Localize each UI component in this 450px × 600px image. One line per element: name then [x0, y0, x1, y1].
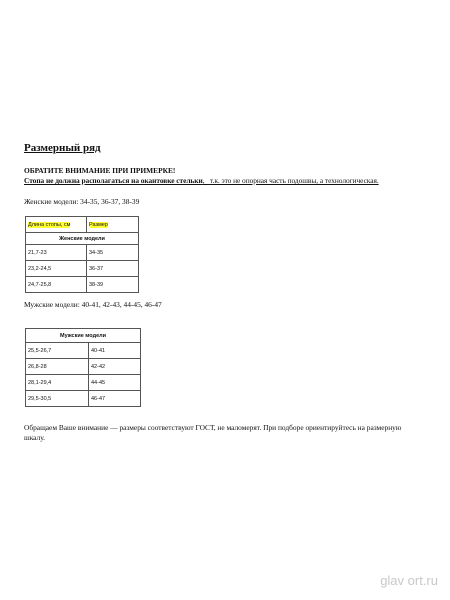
- watermark: glav ort.ru: [380, 573, 438, 588]
- size-cell: 38-39: [87, 277, 139, 293]
- table-row: [26, 245, 139, 261]
- size-header-cell: [87, 217, 139, 233]
- table-row: [26, 375, 141, 391]
- table-row: [26, 391, 141, 407]
- length-cell: 26,8-28: [26, 359, 89, 375]
- size-cell: 42-42: [89, 359, 141, 375]
- size-cell: 40-41: [89, 343, 141, 359]
- fitting-notice-text: [24, 176, 379, 185]
- table-row: [26, 277, 139, 293]
- women-size-table: [25, 216, 139, 293]
- size-cell: 44-45: [89, 375, 141, 391]
- length-header-cell: [26, 217, 85, 233]
- fitting-notice-heading: ОБРАТИТЕ ВНИМАНИЕ ПРИ ПРИМЕРКЕ!: [24, 166, 176, 175]
- table-caption-row: [26, 233, 139, 245]
- length-cell: 29,5-30,5: [26, 391, 89, 407]
- length-header: Длина стопы, см: [28, 221, 71, 228]
- table-header-row: [26, 217, 139, 233]
- fitting-notice-bold: Стопа не должна располагаться на окантовке стельки: [24, 176, 203, 185]
- gost-footer-note: Обращаем Ваше внимание — размеры соответствуют ГОСТ, не маломерят. При подборе ориентируйтесь на размерную шкалу.: [24, 423, 402, 442]
- women-table-caption: Женские модели: [26, 233, 139, 245]
- length-cell: 21,7-23: [26, 245, 87, 261]
- page-title: Размерный ряд: [24, 142, 101, 154]
- table-caption-row: [26, 329, 141, 343]
- men-table-caption: Мужские модели: [26, 329, 141, 343]
- length-cell: 28,1-29,4: [26, 375, 89, 391]
- size-cell: 36-37: [87, 261, 139, 277]
- women-models-line: Женские модели: 34-35, 36-37, 38-39: [24, 197, 140, 206]
- size-cell: 34-35: [87, 245, 139, 261]
- table-row: [26, 261, 139, 277]
- fitting-notice-rest: т.к. это не опорная часть подошвы, а технологическая.: [209, 176, 379, 185]
- table-row: [26, 343, 141, 359]
- table-row: [26, 359, 141, 375]
- size-cell: 46-47: [89, 391, 141, 407]
- length-cell: 25,5-26,7: [26, 343, 89, 359]
- size-header: Размер: [89, 221, 108, 228]
- men-size-table: [25, 328, 141, 407]
- length-cell: 24,7-25,8: [26, 277, 87, 293]
- fitting-notice-spacer: ,: [202, 176, 210, 185]
- men-models-line: Мужские модели: 40-41, 42-43, 44-45, 46-47: [24, 300, 162, 309]
- length-cell: 23,2-24,5: [26, 261, 87, 277]
